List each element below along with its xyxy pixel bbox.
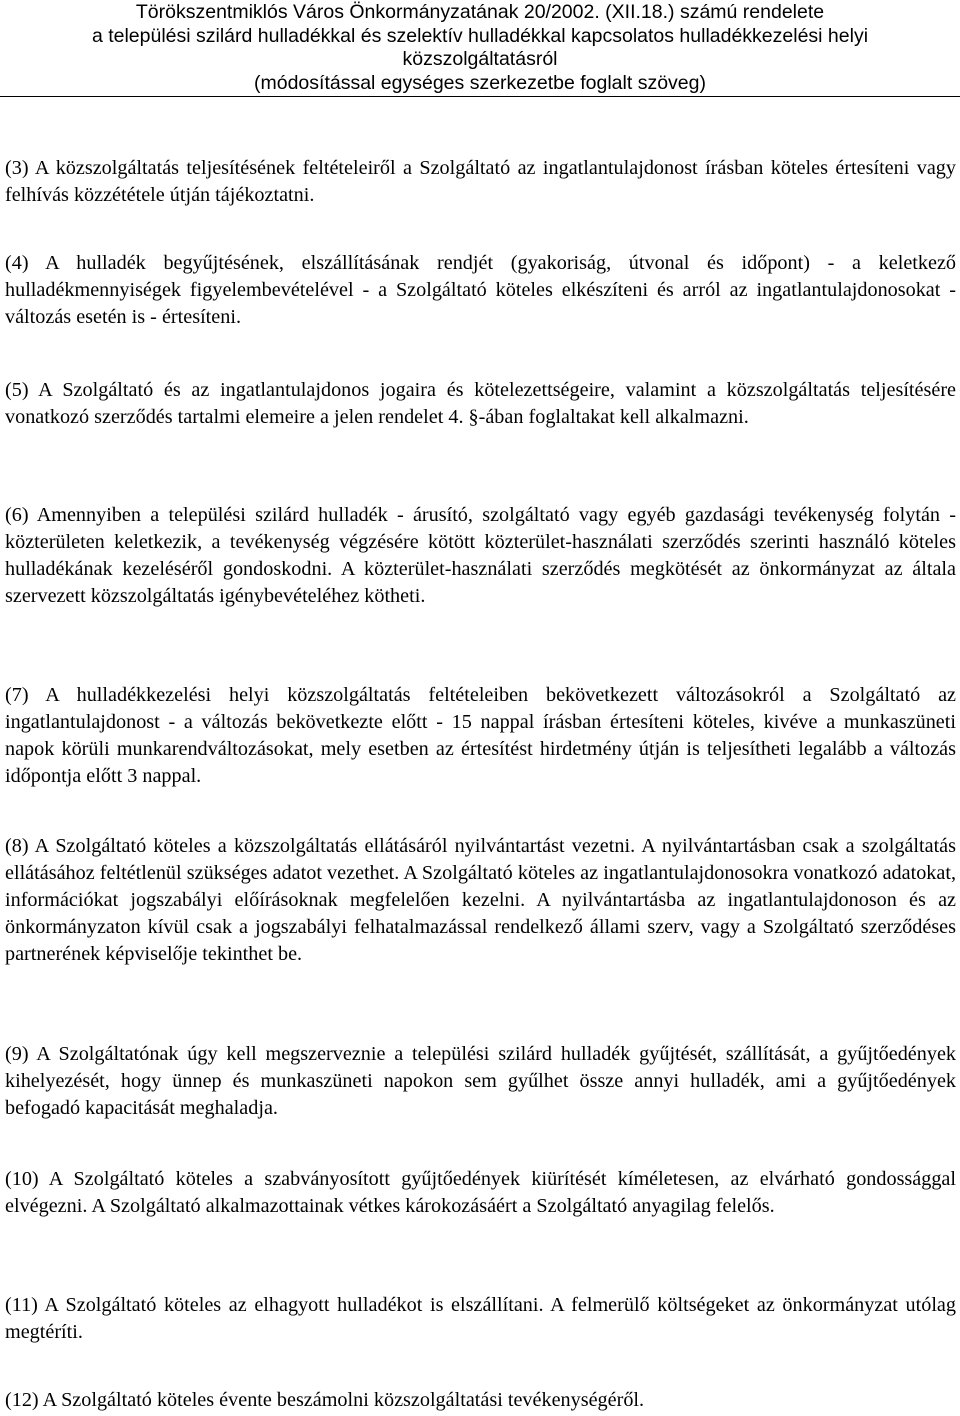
header-title-line-3: közszolgáltatásról <box>402 48 558 70</box>
paragraph-8: (8) A Szolgáltató köteles a közszolgáltatás ellátásáról nyilvántartást vezetni. A nyilvántartásban csak a szolgáltatás ellátásához feltétlenül szükséges adatot vezethet. A Szolgáltató köteles az ingatlantulajdonosokra vonatkozó adatokat, információkat jogszabályi előírásoknak megfelelően kezelni. A nyilvántartásba az ingatlantulajdonoson és az önkormányzaton kívül csak a jogszabályi felhatalmazással rendelkező állami szerv, vagy a Szolgáltató szerződéses partnerének képviselője tekinthet be. <box>5 835 956 966</box>
paragraph-11: (11) A Szolgáltató köteles az elhagyott hulladékot is elszállítani. A felmerülő költségeket az önkormányzat utólag megtéríti. <box>5 1294 956 1344</box>
header-title-line-1: Törökszentmiklós Város Önkormányzatának 20/2002. (XII.18.) számú rendelete <box>135 1 825 23</box>
paragraph-12: (12) A Szolgáltató köteles évente beszámolni közszolgáltatási tevékenységéről. <box>5 1389 645 1411</box>
paragraph-9: (9) A Szolgáltatónak úgy kell megszerveznie a települési szilárd hulladék gyűjtését, szállítását, a gyűjtőedények kihelyezését, hogy ünnep és munkaszüneti napokon sem gyűlhet össze annyi hulladék, ami a gyűjtőedények befogadó kapacitását meghaladja. <box>5 1043 956 1120</box>
page-header <box>0 0 960 95</box>
paragraph-6: (6) Amennyiben a települési szilárd hulladék - árusító, szolgáltató vagy egyéb gazdasági tevékenység folytán - közterületen keletkezik, a tevékenység végzésére kötött közterület-használati szerződés szerinti használó köteles hulladékának kezeléséről gondoskodni. A közterület-használati szerződés megkötését az önkormányzat az általa szervezett közszolgáltatás igénybevételéhez kötheti. <box>5 504 956 608</box>
header-title-line-2: a települési szilárd hulladékkal és szelektív hulladékkal kapcsolatos hulladékkezelési helyi <box>91 24 869 47</box>
paragraph-10: (10) A Szolgáltató köteles a szabványosított gyűjtőedények kiürítését kíméletesen, az elvárható gondossággal elvégezni. A Szolgáltató alkalmazottainak vétkes károkozásáért a Szolgáltató anyagilag felelős. <box>5 1168 956 1218</box>
paragraph-5: (5) A Szolgáltató és az ingatlantulajdonos jogaira és kötelezettségeire, valamint a közszolgáltatás teljesítésére vonatkozó szerződés tartalmi elemeire a jelen rendelet 4. §-ában foglaltakat kell alkalmazni. <box>5 379 956 429</box>
header-subtitle: (módosítással egységes szerkezetbe foglalt szöveg) <box>254 71 706 94</box>
paragraph-4: (4) A hulladék begyűjtésének, elszállításának rendjét (gyakoriság, útvonal és időpont) - a keletkező hulladékmennyiségek figyelembevételével - a Szolgáltató köteles elkészíteni és arról az ingatlantulajdonosokat - változás esetén is - értesíteni. <box>5 252 956 329</box>
header-divider <box>0 96 960 97</box>
paragraph-3: (3) A közszolgáltatás teljesítésének feltételeiről a Szolgáltató az ingatlantulajdonost írásban köteles értesíteni vagy felhívás közzététele útján tájékoztatni. <box>5 157 956 207</box>
paragraph-7: (7) A hulladékkezelési helyi közszolgáltatás feltételeiben bekövetkezett változásokról a Szolgáltató az ingatlantulajdonost - a változás bekövetkezte előtt - 15 nappal írásban értesíteni köteles, kivéve a munkaszüneti napok körüli munkarendváltozásokat, mely esetben az értesítést hirdetmény útján is teljesítheti legalább a változás időpontja előtt 3 nappal. <box>5 684 956 788</box>
